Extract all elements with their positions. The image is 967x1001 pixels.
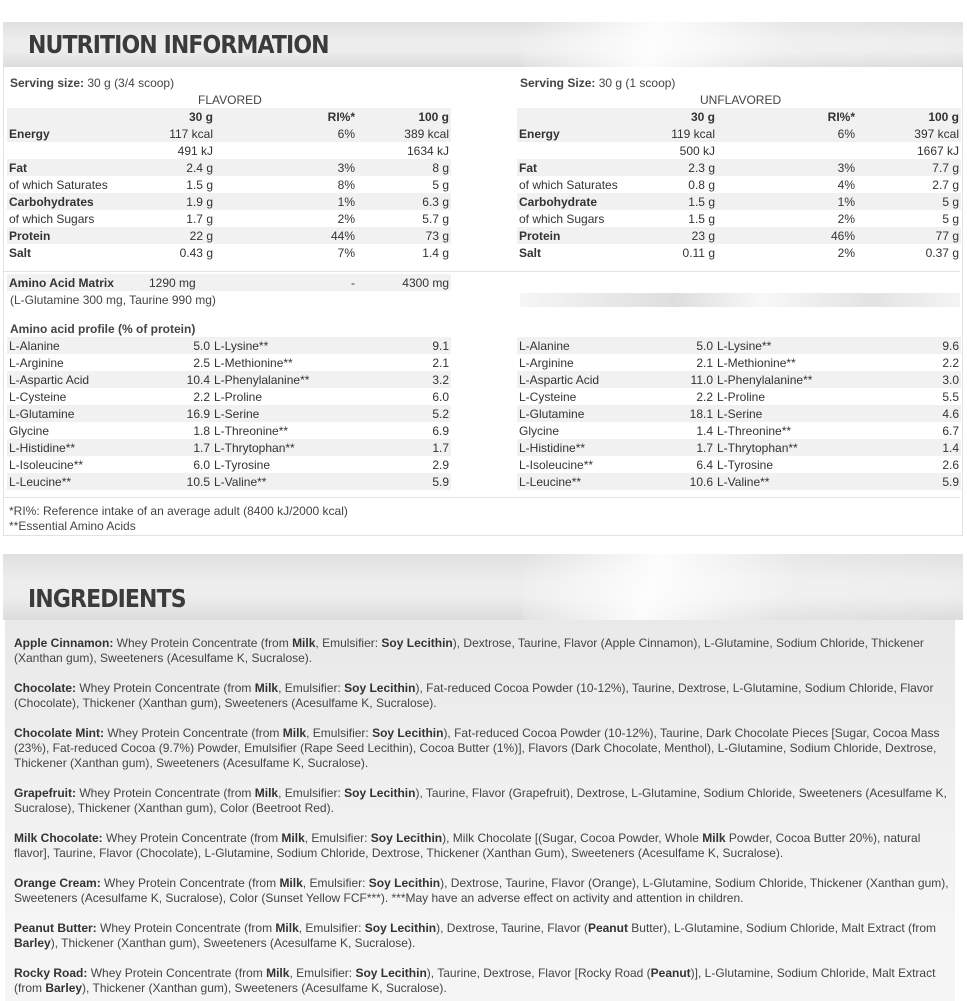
nutrition-header bbox=[3, 22, 963, 67]
amino-matrix-30g: 1290 mg bbox=[147, 274, 215, 291]
ingredient-text: Powder, Cocoa Butter 20%), natural flavor], Taurine, Flavor (Chocolate), L-Glutamine, Sodium Chloride, Dextrose, Thickener (Xanthan Gum), Sweeteners (Acesulfame K, Sucralose). bbox=[14, 831, 921, 860]
header-ri: RI%* bbox=[215, 108, 357, 125]
nutrition-cell-label: Fat bbox=[517, 159, 627, 176]
ingredient-emphasis: Milk bbox=[254, 786, 279, 800]
nutrition-cell-ri: 6% bbox=[215, 125, 357, 142]
nutrition-cell-v2: 397 kcal bbox=[857, 125, 961, 142]
nutrition-cell-ri: 1% bbox=[215, 193, 357, 210]
ingredient-emphasis: Milk bbox=[282, 726, 307, 740]
nutrition-row bbox=[7, 193, 451, 210]
amino-name: L-Cysteine bbox=[9, 389, 67, 404]
amino-row bbox=[7, 371, 451, 388]
ingredient-paragraph bbox=[14, 681, 954, 711]
amino-row bbox=[7, 422, 451, 439]
ingredient-paragraph bbox=[14, 726, 954, 771]
nutrition-cell-v1: 1.5 g bbox=[688, 211, 715, 226]
amino-row bbox=[7, 456, 451, 473]
ingredient-emphasis: Peanut bbox=[650, 966, 691, 980]
amino-row bbox=[7, 473, 451, 490]
amino-name: Glycine bbox=[519, 423, 560, 438]
amino-name: L-Histidine** bbox=[517, 439, 667, 456]
amino-value: 6.7 bbox=[942, 423, 959, 438]
nutrition-cell-ri: 4% bbox=[837, 177, 855, 192]
amino-value: 2.2 bbox=[696, 389, 713, 404]
nutrition-title: NUTRITION INFORMATION bbox=[28, 30, 329, 59]
nutrition-cell-ri: 44% bbox=[215, 227, 357, 244]
variant-right: UNFLAVORED bbox=[700, 93, 782, 107]
nutrition-cell-label: of which Sugars bbox=[519, 211, 605, 226]
amino-value: 2.2 bbox=[193, 389, 210, 404]
amino-value: 5.5 bbox=[942, 389, 959, 404]
header-100g: 100 g bbox=[857, 108, 961, 125]
amino-name: L-Aspartic Acid bbox=[517, 371, 667, 388]
header-30g: 30 g bbox=[127, 108, 215, 125]
variant-left: FLAVORED bbox=[198, 93, 262, 107]
nutrition-cell-v2: 6.3 g bbox=[357, 193, 451, 210]
amino-value: 5.2 bbox=[361, 405, 451, 422]
ingredient-emphasis: Soy Lecithin bbox=[364, 921, 437, 935]
nutrition-header-row bbox=[7, 108, 451, 125]
nutrition-row bbox=[517, 244, 961, 261]
shine-divider bbox=[520, 293, 960, 307]
ingredient-text: )], L-Glutamine, Sodium Chloride, Malt Extract (from bbox=[14, 966, 936, 995]
nutrition-cell-v1: 0.8 g bbox=[688, 177, 715, 192]
nutrition-cell-label: Carbohydrates bbox=[7, 193, 127, 210]
nutrition-cell-v1: 2.3 g bbox=[627, 159, 717, 176]
nutrition-cell-v2: 1.4 g bbox=[422, 245, 449, 260]
ingredient-emphasis: Soy Lecithin bbox=[355, 966, 427, 980]
ingredient-emphasis: Milk bbox=[266, 966, 290, 980]
nutrition-cell-v2: 5 g bbox=[432, 177, 449, 192]
amino-name: L-Isoleucine** bbox=[9, 457, 84, 472]
amino-value: 16.9 bbox=[157, 405, 212, 422]
amino-name: L-Aspartic Acid bbox=[7, 371, 157, 388]
nutrition-cell-v2: 0.37 g bbox=[925, 245, 959, 260]
nutrition-cell-v1: 23 g bbox=[627, 227, 717, 244]
nutrition-cell-label: of which Sugars bbox=[9, 211, 95, 226]
amino-name: L-Serine bbox=[715, 405, 873, 422]
nutrition-row bbox=[517, 193, 961, 210]
amino-value: 1.4 bbox=[696, 423, 713, 438]
nutrition-cell-ri: 6% bbox=[717, 125, 857, 142]
divider bbox=[4, 271, 960, 272]
amino-name: L-Threonine** bbox=[717, 423, 792, 438]
amino-value: 3.2 bbox=[361, 371, 451, 388]
amino-value: 10.6 bbox=[667, 473, 715, 490]
ingredient-paragraph bbox=[14, 921, 954, 951]
amino-value: 1.8 bbox=[193, 423, 210, 438]
nutrition-cell-label: Protein bbox=[517, 227, 627, 244]
amino-name: L-Methionine** bbox=[214, 355, 293, 370]
ingredient-emphasis: Grapefruit: bbox=[14, 786, 77, 800]
nutrition-cell-label: Salt bbox=[9, 245, 32, 260]
nutrition-cell-label: Energy bbox=[517, 125, 627, 142]
serving-value-left: 30 g (3/4 scoop) bbox=[87, 76, 175, 90]
ingredient-emphasis: Milk bbox=[254, 681, 279, 695]
ingredient-emphasis: Soy Lecithin bbox=[370, 831, 443, 845]
ingredient-emphasis: Rocky Road: bbox=[14, 966, 88, 980]
amino-name: L-Valine** bbox=[212, 473, 361, 490]
ingredient-emphasis: Milk bbox=[279, 876, 303, 890]
serving-size-left bbox=[10, 76, 174, 90]
nutrition-row bbox=[7, 142, 451, 159]
amino-name: L-Glutamine bbox=[7, 405, 157, 422]
amino-matrix-100g: 4300 mg bbox=[357, 274, 451, 291]
amino-value: 10.5 bbox=[157, 473, 212, 490]
nutrition-cell-label: Energy bbox=[7, 125, 127, 142]
nutrition-cell-v1: 0.11 g bbox=[682, 245, 715, 260]
amino-profile-unflavored bbox=[517, 337, 961, 490]
nutrition-row bbox=[7, 210, 451, 227]
nutrition-row bbox=[517, 125, 961, 142]
nutrition-cell-ri: 8% bbox=[337, 177, 355, 192]
nutrition-cell-label: of which Saturates bbox=[9, 177, 108, 192]
nutrition-cell-ri: 3% bbox=[215, 159, 357, 176]
nutrition-cell-v1: 500 kJ bbox=[679, 143, 715, 158]
ingredient-emphasis: Soy Lecithin bbox=[368, 876, 441, 890]
amino-name: L-Glutamine bbox=[517, 405, 667, 422]
amino-name: L-Lysine** bbox=[715, 337, 873, 354]
nutrition-table-unflavored bbox=[517, 108, 961, 261]
amino-row bbox=[7, 405, 451, 422]
amino-name: L-Methionine** bbox=[717, 355, 796, 370]
nutrition-cell-v1: 491 kJ bbox=[177, 143, 213, 158]
nutrition-cell-ri bbox=[215, 142, 357, 159]
amino-profile-title: Amino acid profile (% of protein) bbox=[10, 322, 196, 336]
amino-name: L-Proline bbox=[214, 389, 263, 404]
ingredient-text: ), Thickener (Xanthan gum), Sweeteners (Acesulfame K, Sucralose). bbox=[50, 936, 416, 950]
ingredient-emphasis: Barley bbox=[45, 981, 83, 995]
ingredient-text: , Emulsifier: bbox=[289, 966, 356, 980]
ingredient-emphasis: Milk bbox=[275, 921, 299, 935]
nutrition-cell-label: of which Saturates bbox=[519, 177, 618, 192]
ingredient-text: , Emulsifier: bbox=[302, 876, 369, 890]
divider bbox=[4, 497, 960, 498]
amino-row bbox=[7, 439, 451, 456]
amino-value: 4.6 bbox=[873, 405, 961, 422]
ingredient-emphasis: Apple Cinnamon: bbox=[14, 636, 114, 650]
ingredient-paragraph bbox=[14, 966, 954, 996]
ingredient-emphasis: Soy Lecithin bbox=[344, 681, 416, 695]
amino-name: L-Tyrosine bbox=[214, 457, 271, 472]
nutrition-cell-ri: 3% bbox=[717, 159, 857, 176]
nutrition-cell-v1: 1.5 g bbox=[186, 177, 213, 192]
ingredient-emphasis: Peanut bbox=[587, 921, 628, 935]
amino-row bbox=[517, 422, 961, 439]
ingredient-text: ), Dextrose, Taurine, Flavor (Orange), L-Glutamine, Sodium Chloride, Thickener (Xanthan gum), Sweeteners (Acesulfame K, Sucralose), Color (Sunset Yellow FCF***). ***May have an adverse effect on activity and attention in children. bbox=[14, 876, 949, 905]
ingredient-text: Whey Protein Concentrate (from bbox=[76, 681, 255, 695]
amino-name: L-Alanine bbox=[7, 337, 157, 354]
ingredient-text: ), Thickener (Xanthan gum), Sweeteners (Acesulfame K, Sucralose). bbox=[82, 981, 447, 995]
amino-row bbox=[517, 371, 961, 388]
amino-row bbox=[517, 354, 961, 371]
ingredient-emphasis: Soy Lecithin bbox=[344, 786, 416, 800]
amino-name: L-Phenylalanine** bbox=[212, 371, 361, 388]
ingredient-text: , Emulsifier: bbox=[304, 831, 371, 845]
amino-value: 5.0 bbox=[667, 337, 715, 354]
ingredient-paragraph bbox=[14, 831, 954, 861]
header-100g: 100 g bbox=[357, 108, 451, 125]
ingredient-text: , Emulsifier: bbox=[278, 681, 345, 695]
nutrition-cell-v1: 1.9 g bbox=[127, 193, 215, 210]
nutrition-cell-v2: 1667 kJ bbox=[916, 143, 959, 158]
nutrition-cell-label bbox=[517, 142, 627, 159]
nutrition-cell-v1: 117 kcal bbox=[127, 125, 215, 142]
nutrition-cell-ri: 2% bbox=[337, 211, 355, 226]
amino-name: L-Threonine** bbox=[214, 423, 289, 438]
amino-value: 2.1 bbox=[432, 355, 449, 370]
nutrition-cell-ri: 2% bbox=[837, 245, 855, 260]
ingredient-text: Whey Protein Concentrate (from bbox=[113, 636, 293, 650]
amino-matrix-sub: (L-Glutamine 300 mg, Taurine 990 mg) bbox=[10, 293, 216, 307]
amino-value: 10.4 bbox=[157, 371, 212, 388]
amino-value: 5.9 bbox=[361, 473, 451, 490]
ingredient-emphasis: Soy Lecithin bbox=[372, 726, 444, 740]
ingredient-text: Whey Protein Concentrate (from bbox=[100, 876, 280, 890]
ingredient-emphasis: Chocolate: bbox=[14, 681, 77, 695]
ingredient-emphasis: Milk bbox=[702, 831, 726, 845]
amino-value: 18.1 bbox=[667, 405, 715, 422]
nutrition-cell-v1: 1.5 g bbox=[627, 193, 717, 210]
ingredient-emphasis: Orange Cream: bbox=[14, 876, 101, 890]
amino-value: 2.1 bbox=[696, 355, 713, 370]
nutrition-header-row bbox=[517, 108, 961, 125]
amino-value: 5.0 bbox=[157, 337, 212, 354]
amino-value: 6.0 bbox=[193, 457, 210, 472]
amino-value: 1.7 bbox=[667, 439, 715, 456]
ingredient-text: ), Taurine, Dextrose, Flavor [Rocky Road ( bbox=[426, 966, 651, 980]
amino-matrix bbox=[7, 274, 451, 291]
amino-value: 1.7 bbox=[361, 439, 451, 456]
amino-value: 2.2 bbox=[942, 355, 959, 370]
nutrition-row bbox=[517, 142, 961, 159]
amino-row bbox=[517, 439, 961, 456]
nutrition-cell-ri: 2% bbox=[837, 211, 855, 226]
ingredient-text: ), Fat-reduced Cocoa Powder (10-12%), Taurine, Dextrose, L-Glutamine, Sodium Chloride, Flavor (Chocolate), Thickener (Xanthan gum), Sweeteners (Acesulfame K, Sucralose). bbox=[14, 681, 934, 710]
footnote-ri: *RI%: Reference intake of an average adult (8400 kJ/2000 kcal) bbox=[9, 504, 348, 518]
amino-name: L-Lysine** bbox=[212, 337, 361, 354]
amino-name: L-Isoleucine** bbox=[519, 457, 594, 472]
amino-name: L-Leucine** bbox=[7, 473, 157, 490]
nutrition-cell-v2: 8 g bbox=[357, 159, 451, 176]
amino-name: L-Leucine** bbox=[517, 473, 667, 490]
nutrition-cell-label: Salt bbox=[519, 245, 542, 260]
nutrition-row bbox=[7, 125, 451, 142]
amino-name: L-Cysteine bbox=[519, 389, 577, 404]
ingredients-title: INGREDIENTS bbox=[28, 584, 186, 613]
amino-value: 5.9 bbox=[873, 473, 961, 490]
amino-value: 9.1 bbox=[361, 337, 451, 354]
ingredient-text: , Emulsifier: bbox=[315, 636, 382, 650]
amino-value: 2.9 bbox=[432, 457, 449, 472]
nutrition-row bbox=[7, 176, 451, 193]
ingredient-text: ), Fat-reduced Cocoa Powder (10-12%), Taurine, Dark Chocolate Pieces [Sugar, Cocoa Mass (23%), Fat-reduced Cocoa (9.7%) Powder, Emulsifier (Rape Seed Lecithin), Cocoa Butter (1%)], Flavors (Dark Chocolate, Menthol), L-Glutamine, Sodium Chloride, Dextrose, Thickener (Xanthan gum), Sweeteners (Acesulfame K, Sucralose). bbox=[14, 726, 940, 770]
nutrition-cell-ri: 7% bbox=[337, 245, 355, 260]
amino-row bbox=[517, 388, 961, 405]
amino-profile-flavored bbox=[7, 337, 451, 490]
nutrition-row bbox=[517, 227, 961, 244]
ingredient-paragraph bbox=[14, 636, 954, 666]
ingredient-emphasis: Peanut Butter: bbox=[14, 921, 97, 935]
nutrition-row bbox=[7, 244, 451, 261]
amino-value: 2.5 bbox=[193, 355, 210, 370]
ingredient-text: , Emulsifier: bbox=[306, 726, 373, 740]
nutrition-row bbox=[517, 210, 961, 227]
amino-row bbox=[7, 354, 451, 371]
ingredient-paragraph bbox=[14, 786, 954, 816]
ingredient-emphasis: Chocolate Mint: bbox=[14, 726, 104, 740]
nutrition-cell-v1: 2.4 g bbox=[127, 159, 215, 176]
nutrition-cell-label: Fat bbox=[7, 159, 127, 176]
nutrition-cell-v2: 5 g bbox=[857, 193, 961, 210]
serving-value-right: 30 g (1 scoop) bbox=[598, 76, 676, 90]
ingredient-text: ), Milk Chocolate [(Sugar, Cocoa Powder, Whole bbox=[442, 831, 703, 845]
amino-name: L-Alanine bbox=[517, 337, 667, 354]
amino-name: L-Thrytophan** bbox=[715, 439, 873, 456]
nutrition-row bbox=[517, 176, 961, 193]
ingredient-text: , Emulsifier: bbox=[278, 786, 345, 800]
serving-label-left: Serving size: bbox=[10, 76, 85, 90]
nutrition-cell-ri: 1% bbox=[717, 193, 857, 210]
ingredient-emphasis: Soy Lecithin bbox=[381, 636, 453, 650]
amino-value: 2.6 bbox=[942, 457, 959, 472]
amino-matrix-ri: - bbox=[215, 274, 357, 291]
nutrition-cell-ri: 46% bbox=[717, 227, 857, 244]
amino-name: L-Thrytophan** bbox=[212, 439, 361, 456]
amino-row bbox=[517, 456, 961, 473]
amino-value: 3.0 bbox=[873, 371, 961, 388]
amino-value: 9.6 bbox=[873, 337, 961, 354]
ingredient-text: ), Dextrose, Taurine, Flavor (Apple Cinnamon), L-Glutamine, Sodium Chloride, Thickener (Xanthan gum), Sweeteners (Acesulfame K, Sucralose). bbox=[14, 636, 924, 665]
amino-value: 6.0 bbox=[432, 389, 449, 404]
amino-name: L-Arginine bbox=[519, 355, 574, 370]
nutrition-cell-v1: 0.43 g bbox=[179, 245, 213, 260]
nutrition-cell-v2: 77 g bbox=[857, 227, 961, 244]
nutrition-row bbox=[7, 227, 451, 244]
ingredient-emphasis: Barley bbox=[14, 936, 51, 950]
amino-name: L-Arginine bbox=[9, 355, 64, 370]
nutrition-row bbox=[7, 159, 451, 176]
nutrition-cell-label: Carbohydrate bbox=[517, 193, 627, 210]
amino-value: 6.9 bbox=[432, 423, 449, 438]
ingredient-text: ), Dextrose, Taurine, Flavor ( bbox=[436, 921, 588, 935]
amino-name: L-Histidine** bbox=[7, 439, 157, 456]
ingredients-header bbox=[3, 554, 963, 620]
nutrition-cell-v2: 5 g bbox=[942, 211, 959, 226]
nutrition-cell-label: Protein bbox=[7, 227, 127, 244]
amino-value: 1.4 bbox=[873, 439, 961, 456]
ingredient-text: Whey Protein Concentrate (from bbox=[87, 966, 267, 980]
amino-name: L-Phenylalanine** bbox=[715, 371, 873, 388]
amino-name: L-Serine bbox=[212, 405, 361, 422]
nutrition-cell-v2: 389 kcal bbox=[357, 125, 451, 142]
ingredient-text: ), Taurine, Flavor (Grapefruit), Dextrose, L-Glutamine, Sodium Chloride, Sweeteners (Acesulfame K, Sucralose), Thickener (Xanthan gum), Color (Beetroot Red). bbox=[14, 786, 947, 815]
nutrition-cell-label bbox=[7, 142, 127, 159]
amino-name: L-Tyrosine bbox=[717, 457, 774, 472]
nutrition-cell-v2: 5.7 g bbox=[422, 211, 449, 226]
header-blank bbox=[7, 108, 127, 125]
nutrition-cell-v1: 22 g bbox=[127, 227, 215, 244]
nutrition-cell-v1: 1.7 g bbox=[186, 211, 213, 226]
amino-name: L-Valine** bbox=[715, 473, 873, 490]
amino-value: 6.4 bbox=[696, 457, 713, 472]
serving-size-right bbox=[520, 76, 675, 90]
nutrition-table-flavored bbox=[7, 108, 451, 261]
ingredient-text: Butter), L-Glutamine, Sodium Chloride, Malt Extract (from bbox=[627, 921, 937, 935]
header-ri: RI%* bbox=[717, 108, 857, 125]
amino-name: Glycine bbox=[9, 423, 50, 438]
amino-name: L-Proline bbox=[717, 389, 766, 404]
amino-row bbox=[7, 337, 451, 354]
nutrition-cell-v2: 1634 kJ bbox=[406, 143, 449, 158]
amino-row bbox=[517, 405, 961, 422]
header-blank bbox=[517, 108, 627, 125]
amino-row bbox=[517, 473, 961, 490]
ingredient-emphasis: Milk bbox=[292, 636, 316, 650]
nutrition-row bbox=[517, 159, 961, 176]
ingredient-text: Whey Protein Concentrate (from bbox=[96, 921, 276, 935]
header-30g: 30 g bbox=[627, 108, 717, 125]
nutrition-cell-v1: 119 kcal bbox=[627, 125, 717, 142]
nutrition-cell-v2: 2.7 g bbox=[932, 177, 959, 192]
nutrition-cell-v2: 73 g bbox=[357, 227, 451, 244]
nutrition-cell-ri bbox=[717, 142, 857, 159]
amino-matrix-label: Amino Acid Matrix bbox=[7, 274, 147, 291]
ingredient-text: Whey Protein Concentrate (from bbox=[104, 726, 283, 740]
serving-label-right: Serving Size: bbox=[520, 76, 596, 90]
nutrition-cell-v2: 7.7 g bbox=[857, 159, 961, 176]
amino-value: 1.7 bbox=[157, 439, 212, 456]
amino-value: 11.0 bbox=[667, 371, 715, 388]
ingredient-emphasis: Milk Chocolate: bbox=[14, 831, 103, 845]
amino-row bbox=[517, 337, 961, 354]
ingredient-text: , Emulsifier: bbox=[298, 921, 365, 935]
ingredient-text: Whey Protein Concentrate (from bbox=[76, 786, 255, 800]
ingredient-paragraph bbox=[14, 876, 954, 906]
ingredient-text: Whey Protein Concentrate (from bbox=[102, 831, 282, 845]
amino-row bbox=[7, 388, 451, 405]
ingredient-emphasis: Milk bbox=[281, 831, 305, 845]
footnote-eaa: **Essential Amino Acids bbox=[9, 519, 136, 533]
